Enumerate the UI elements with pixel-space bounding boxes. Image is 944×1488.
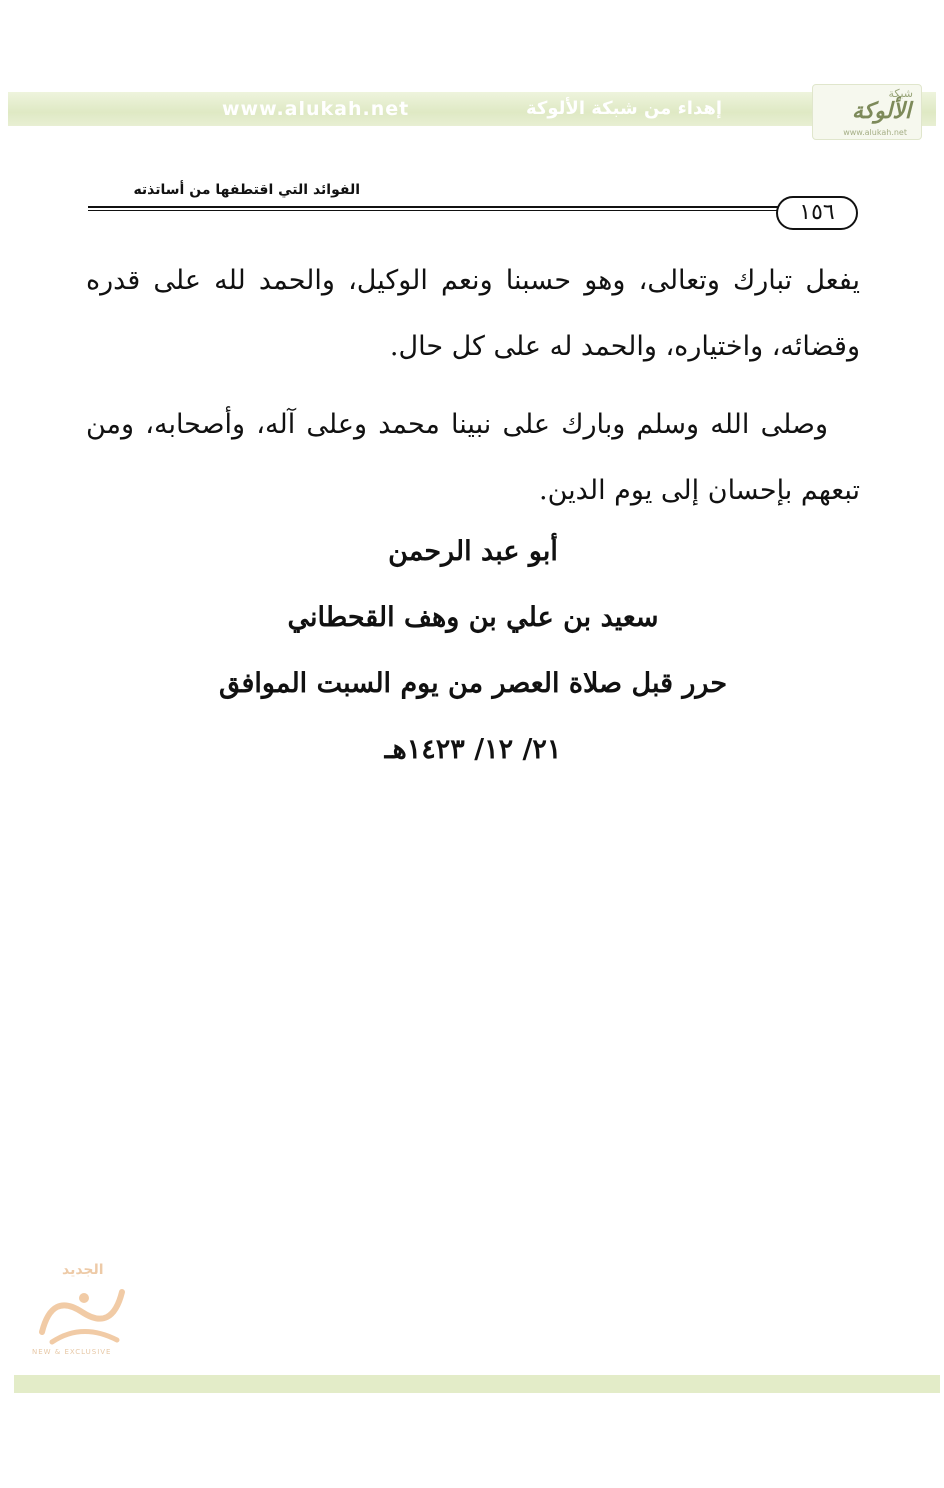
alukah-logo <box>812 84 922 140</box>
top-banner <box>8 92 936 126</box>
page-number: ١٥٦ <box>776 196 858 230</box>
logo-sub-text: www.alukah.net <box>843 128 907 137</box>
logo-main-text: الألوكة <box>852 99 911 124</box>
signature-date: ٢١/ ١٢/ ١٤٢٣هـ <box>384 734 562 765</box>
header-rule <box>88 206 778 211</box>
paragraph-2: وصلى الله وسلم وبارك على نبينا محمد وعلى آله، وأصحابه، ومن تبعهم بإحسان إلى يوم الدين. <box>86 409 860 506</box>
logo-top-text: شبكة <box>888 87 913 100</box>
banner-website: www.alukah.net <box>222 98 410 120</box>
bottom-banner <box>14 1375 940 1393</box>
paragraph-1: يفعل تبارك وتعالى، وهو حسبنا ونعم الوكيل، والحمد لله على قدره وقضائه، واختياره، والحمد له على كل حال. <box>86 265 860 362</box>
stamp-arabic-label: الجديد <box>62 1262 104 1278</box>
banner-gift-text: إهداء من شبكة الألوكة <box>526 98 722 119</box>
signature-name: سعيد بن علي بن وهف القحطاني <box>287 602 659 633</box>
signature-kunya: أبو عبد الرحمن <box>388 536 558 567</box>
body-text <box>86 248 860 536</box>
stamp-english-label: NEW & EXCLUSIVE <box>32 1348 112 1356</box>
new-exclusive-stamp <box>22 1262 144 1362</box>
signature-block <box>86 522 860 786</box>
signature-note: حرر قبل صلاة العصر من يوم السبت الموافق <box>218 668 728 699</box>
running-header-title: الفوائد التي اقتطفها من أساتذته <box>133 182 360 198</box>
